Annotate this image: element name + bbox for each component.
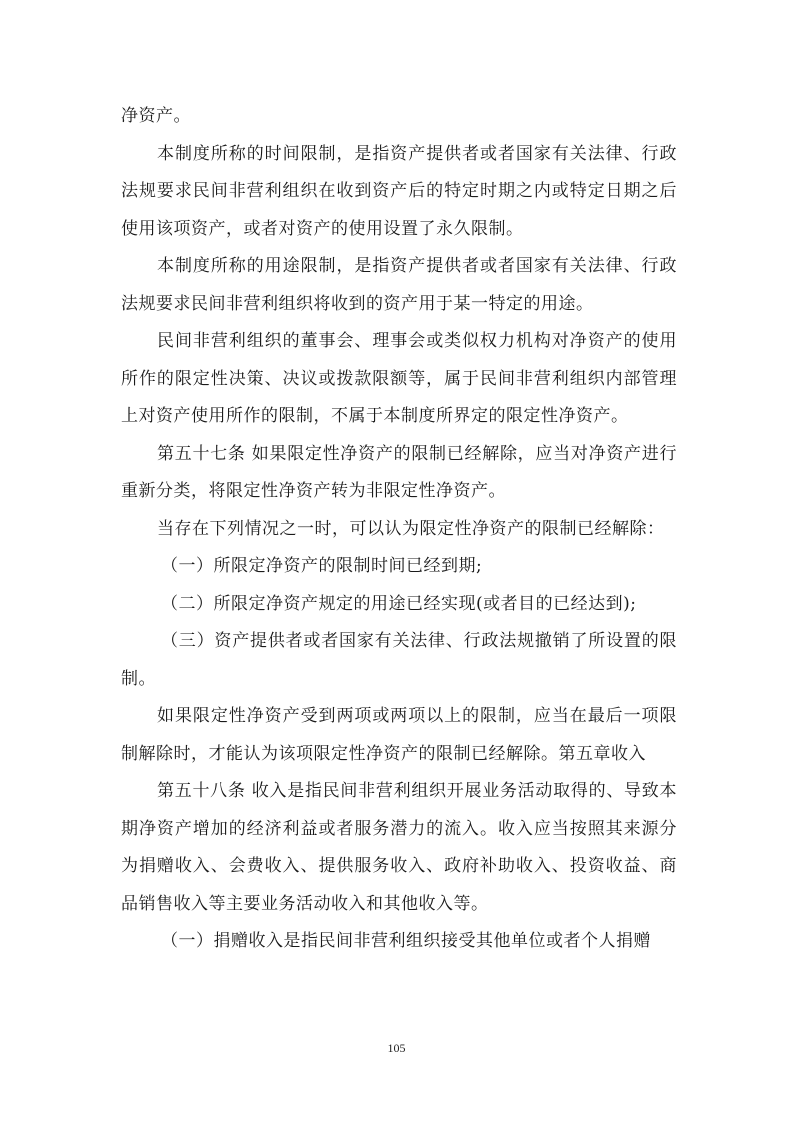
- paragraph-release-conditions: 当存在下列情况之一时，可以认为限定性净资产的限制已经解除：: [157, 518, 665, 539]
- list-item-2: （二）所限定净资产规定的用途已经实现(或者目的已经达到);: [161, 593, 637, 614]
- paragraph-continuation: 净资产。: [121, 106, 191, 126]
- paragraph-multiple-restrictions: 如果限定性净资产受到两项或两项以上的限制，应当在最后一项限制解除时，才能认为该项限定性净资产的限制已经解除。第五章收入: [121, 706, 677, 764]
- paragraph-purpose-restriction: 本制度所称的用途限制，是指资产提供者或者国家有关法律、行政法规要求民间非营利组织将收到的资产用于某一特定的用途。: [121, 256, 677, 314]
- article-58: 第五十八条 收入是指民间非营利组织开展业务活动取得的、导致本期净资产增加的经济利益或者服务潜力的流入。收入应当按照其来源分为捐赠收入、会费收入、提供服务收入、政府补助收入、投资收益、商品销售收入等主要业务活动收入和其他收入等。: [121, 781, 677, 914]
- body-text: [121, 98, 677, 961]
- list-item-1: （一）所限定净资产的限制时间已经到期;: [161, 556, 483, 576]
- page-number: 105: [387, 1041, 406, 1055]
- paragraph-board-decisions: 民间非营利组织的董事会、理事会或类似权力机构对净资产的使用所作的限定性决策、决议或拨款限额等，属于民间非营利组织内部管理上对资产使用所作的限制，不属于本制度所界定的限定性净资产。: [121, 331, 677, 426]
- article-57: 第五十七条 如果限定性净资产的限制已经解除，应当对净资产进行重新分类，将限定性净资产转为非限定性净资产。: [121, 443, 677, 501]
- paragraph-time-restriction: 本制度所称的时间限制，是指资产提供者或者国家有关法律、行政法规要求民间非营利组织在收到资产后的特定时期之内或特定日期之后使用该项资产，或者对资产的使用设置了永久限制。: [121, 143, 677, 239]
- list-item-donation-income: （一）捐赠收入是指民间非营利组织接受其他单位或者个人捐赠: [161, 931, 651, 951]
- list-item-3: （三）资产提供者或者国家有关法律、行政法规撤销了所设置的限制。: [121, 631, 677, 689]
